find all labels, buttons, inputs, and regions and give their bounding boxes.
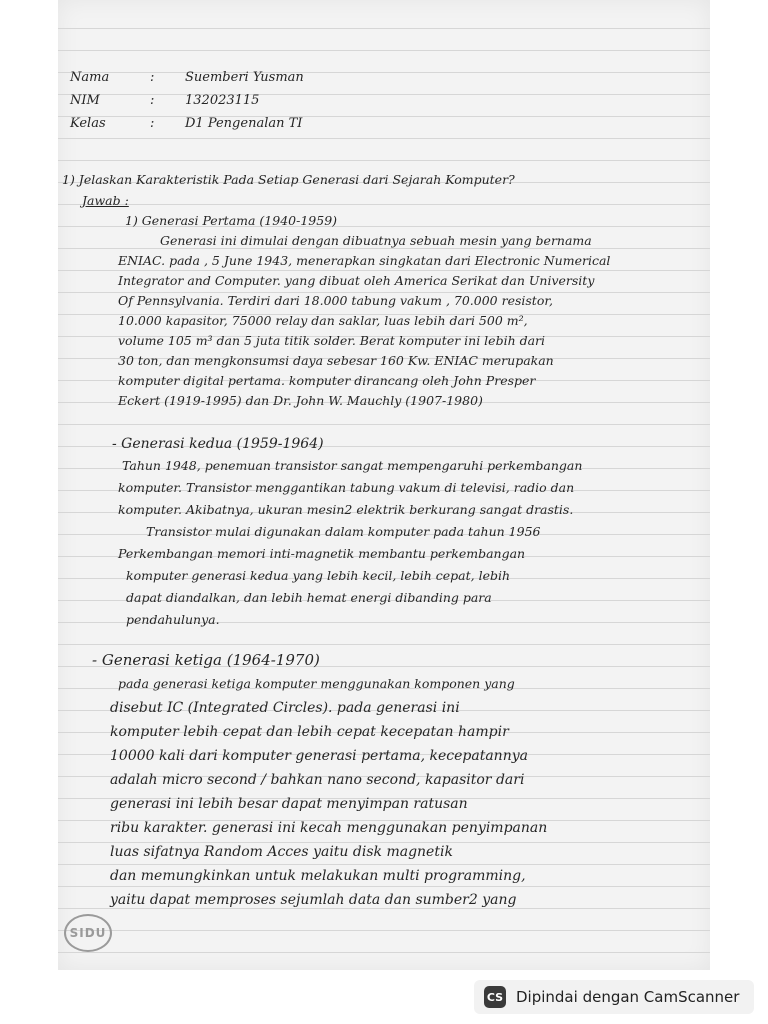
ruled-line [58, 28, 710, 29]
kelas-colon: : [150, 116, 155, 131]
gen1-line: komputer digital pertama. komputer dirancang oleh John Presper [118, 373, 536, 388]
gen1-line: ENIAC. pada , 5 June 1943, menerapkan singkatan dari Electronic Numerical [118, 253, 611, 268]
ruled-line [58, 204, 710, 205]
gen3-line: ribu karakter. generasi ini kecah menggunakan penyimpanan [110, 820, 548, 836]
kelas-value: D1 Pengenalan TI [185, 116, 303, 131]
gen1-line: Eckert (1919-1995) dan Dr. John W. Mauchly (1907-1980) [118, 393, 483, 408]
gen3-line: pada generasi ketiga komputer menggunakan komponen yang [118, 676, 515, 691]
nim-label: NIM [70, 93, 100, 108]
gen2-line: Tahun 1948, penemuan transistor sangat mempengaruhi perkembangan [122, 458, 583, 473]
gen3-line: 10000 kali dari komputer generasi pertama, kecepatannya [110, 748, 528, 764]
ruled-line [58, 50, 710, 51]
ruled-line [58, 952, 710, 953]
ruled-line [58, 72, 710, 73]
gen2-line: Perkembangan memori inti-magnetik membantu perkembangan [118, 546, 526, 561]
gen2-heading: - Generasi kedua (1959-1964) [112, 436, 324, 452]
gen1-line: volume 105 m³ dan 5 juta titik solder. Berat komputer ini lebih dari [118, 333, 546, 348]
gen3-line: dan memungkinkan untuk melakukan multi programming, [110, 868, 526, 884]
ruled-line [58, 160, 710, 161]
gen2-line: komputer. Transistor menggantikan tabung vakum di televisi, radio dan [118, 480, 575, 495]
gen1-line: 30 ton, dan mengkonsumsi daya sebesar 160 Kw. ENIAC merupakan [118, 353, 554, 368]
gen3-line: yaitu dapat memproses sejumlah data dan sumber2 yang [110, 892, 517, 908]
gen3-line: komputer lebih cepat dan lebih cepat kecepatan hampir [110, 724, 509, 740]
gen3-heading: - Generasi ketiga (1964-1970) [92, 651, 320, 669]
nama-colon: : [150, 70, 155, 85]
gen1-line: Generasi ini dimulai dengan dibuatnya sebuah mesin yang bernama [160, 233, 592, 248]
nim-value: 132023115 [185, 93, 260, 108]
gen2-line: Transistor mulai digunakan dalam komputer pada tahun 1956 [146, 524, 541, 539]
gen2-line: pendahulunya. [126, 612, 220, 627]
camscanner-logo-icon: CS [484, 986, 506, 1008]
ruled-line [58, 138, 710, 139]
gen2-line: dapat diandalkan, dan lebih hemat energi dibanding para [126, 590, 492, 605]
kelas-label: Kelas [70, 116, 106, 131]
gen1-line: 10.000 kapasitor, 75000 relay dan saklar, luas lebih dari 500 m², [118, 313, 528, 328]
gen1-heading: 1) Generasi Pertama (1940-1959) [125, 213, 338, 228]
gen3-line: adalah micro second / bahkan nano second, kapasitor dari [110, 772, 525, 788]
camscanner-badge [474, 980, 754, 1014]
ruled-line [58, 886, 710, 887]
ruled-line [58, 930, 710, 931]
ruled-line [58, 842, 710, 843]
answer-label: Jawab : [82, 193, 129, 208]
gen2-line: komputer. Akibatnya, ukuran mesin2 elektrik berkurang sangat drastis. [118, 502, 574, 517]
nama-value: Suemberi Yusman [185, 70, 304, 85]
ruled-line [58, 270, 710, 271]
ruled-line [58, 116, 710, 117]
question-text: 1) Jelaskan Karakteristik Pada Setiap Generasi dari Sejarah Komputer? [62, 172, 515, 187]
ruled-line [58, 94, 710, 95]
gen3-line: disebut IC (Integrated Circles). pada generasi ini [110, 700, 460, 716]
sidu-stamp: SIDU [64, 914, 112, 952]
nama-label: Nama [70, 70, 110, 85]
ruled-line [58, 424, 710, 425]
gen1-line: Of Pennsylvania. Terdiri dari 18.000 tabung vakum , 70.000 resistor, [118, 293, 553, 308]
ruled-line [58, 864, 710, 865]
gen2-line: komputer generasi kedua yang lebih kecil, lebih cepat, lebih [126, 568, 511, 583]
gen3-line: luas sifatnya Random Acces yaitu disk magnetik [110, 844, 453, 860]
ruled-line [58, 644, 710, 645]
camscanner-text: Dipindai dengan CamScanner [516, 988, 740, 1006]
ruled-line [58, 908, 710, 909]
nim-colon: : [150, 93, 155, 108]
gen1-line: Integrator and Computer. yang dibuat oleh America Serikat dan University [118, 273, 595, 288]
gen3-line: generasi ini lebih besar dapat menyimpan ratusan [110, 796, 468, 812]
